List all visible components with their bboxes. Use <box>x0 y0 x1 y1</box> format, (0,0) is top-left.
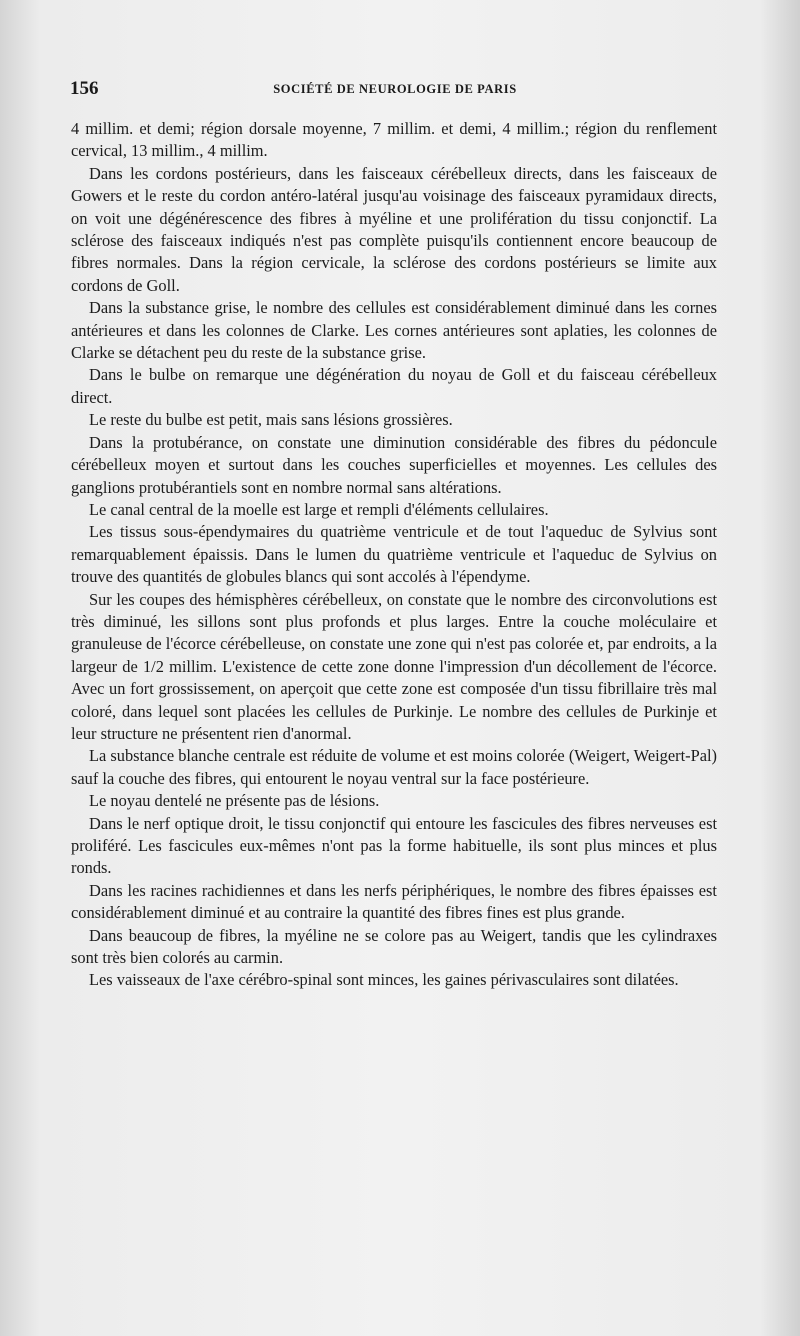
paragraph: Dans les racines rachidiennes et dans les nerfs périphériques, le nombre des fibres épaisses est considérablement diminué et au contraire la quantité des fibres fines est plus grande. <box>71 880 717 923</box>
paragraph: Dans le bulbe on remarque une dégénération du noyau de Goll et du faisceau cérébelleux direct. <box>71 365 717 407</box>
paragraph: 4 millim. et demi; région dorsale moyenne, 7 millim. et demi, 4 millim.; région du renflement cervical, 13 millim., 4 millim. <box>71 119 717 161</box>
body-text <box>71 118 717 992</box>
paragraph: Dans les cordons postérieurs, dans les faisceaux cérébelleux directs, dans les faisceaux de Gowers et le reste du cordon antéro-latéral jusqu'au voisinage des faisceaux pyramidaux directs, on voit une dégénérescence des fibres à myéline et une prolifération du tissu conjonctif. La sclérose des faisceaux indiqués n'est pas complète puisqu'ils contiennent encore beaucoup de fibres normales. Dans la région cervicale, la sclérose des cordons postérieurs se limite aux cordons de Goll. <box>71 163 717 295</box>
paragraph: Le reste du bulbe est petit, mais sans lésions grossières. <box>89 410 453 430</box>
paragraph: La substance blanche centrale est réduite de volume et est moins colorée (Weigert, Weigert-Pal) sauf la couche des fibres, qui entourent le noyau ventral sur la face postérieure. <box>71 746 717 788</box>
paragraph: Dans la protubérance, on constate une diminution considérable des fibres du pédoncule cérébelleux moyen et surtout dans les couches superficielles et moyennes. Les cellules des ganglions protubérantiels sont en nombre normal sans altérations. <box>71 432 717 497</box>
paragraph: Le canal central de la moelle est large et rempli d'éléments cellulaires. <box>89 499 549 519</box>
paragraph: Les vaisseaux de l'axe cérébro-spinal sont minces, les gaines périvasculaires sont dilatées. <box>89 970 679 990</box>
paragraph: Sur les coupes des hémisphères cérébelleux, on constate que le nombre des circonvolutions est très diminué, les sillons sont plus profonds et plus larges. Entre la couche moléculaire et granuleuse de l'écorce cérébelleuse, on constate une zone qui n'est pas colorée et, par endroits, a la largeur de 1/2 millim. L'existence de cette zone donne l'impression d'un décollement de l'écorce. Avec un fort grossissement, on aperçoit que cette zone est composée d'un tissu fibrillaire très mal coloré, dans lequel sont placées les cellules de Purkinje. Le nombre des cellules de Purkinje et leur structure ne présentent rien d'anormal. <box>71 589 717 743</box>
paragraph: Les tissus sous-épendymaires du quatrième ventricule et de tout l'aqueduc de Sylvius sont remarquablement épaissis. Dans le lumen du quatrième ventricule et l'aqueduc de Sylvius on trouve des quantités de globules blancs qui sont accolés à l'épendyme. <box>71 522 717 587</box>
paragraph: Dans beaucoup de fibres, la myéline ne se colore pas au Weigert, tandis que les cylindraxes sont très bien colorés au carmin. <box>71 925 717 968</box>
paragraph: Dans le nerf optique droit, le tissu conjonctif qui entoure les fascicules des fibres nerveuses est proliféré. Les fascicules eux-mêmes n'ont pas la forme habituelle, ils sont plus minces et plus ronds. <box>71 813 717 878</box>
page-header <box>70 78 720 100</box>
paragraph: Le noyau dentelé ne présente pas de lésions. <box>89 791 380 811</box>
paragraph: Dans la substance grise, le nombre des cellules est considérablement diminué dans les cornes antérieures et dans les colonnes de Clarke. Les cornes antérieures sont aplaties, les colonnes de Clarke se détachent peu du reste de la substance grise. <box>71 298 717 363</box>
page-number: 156 <box>70 78 99 99</box>
running-head: SOCIÉTÉ DE NEUROLOGIE DE PARIS <box>273 82 517 96</box>
